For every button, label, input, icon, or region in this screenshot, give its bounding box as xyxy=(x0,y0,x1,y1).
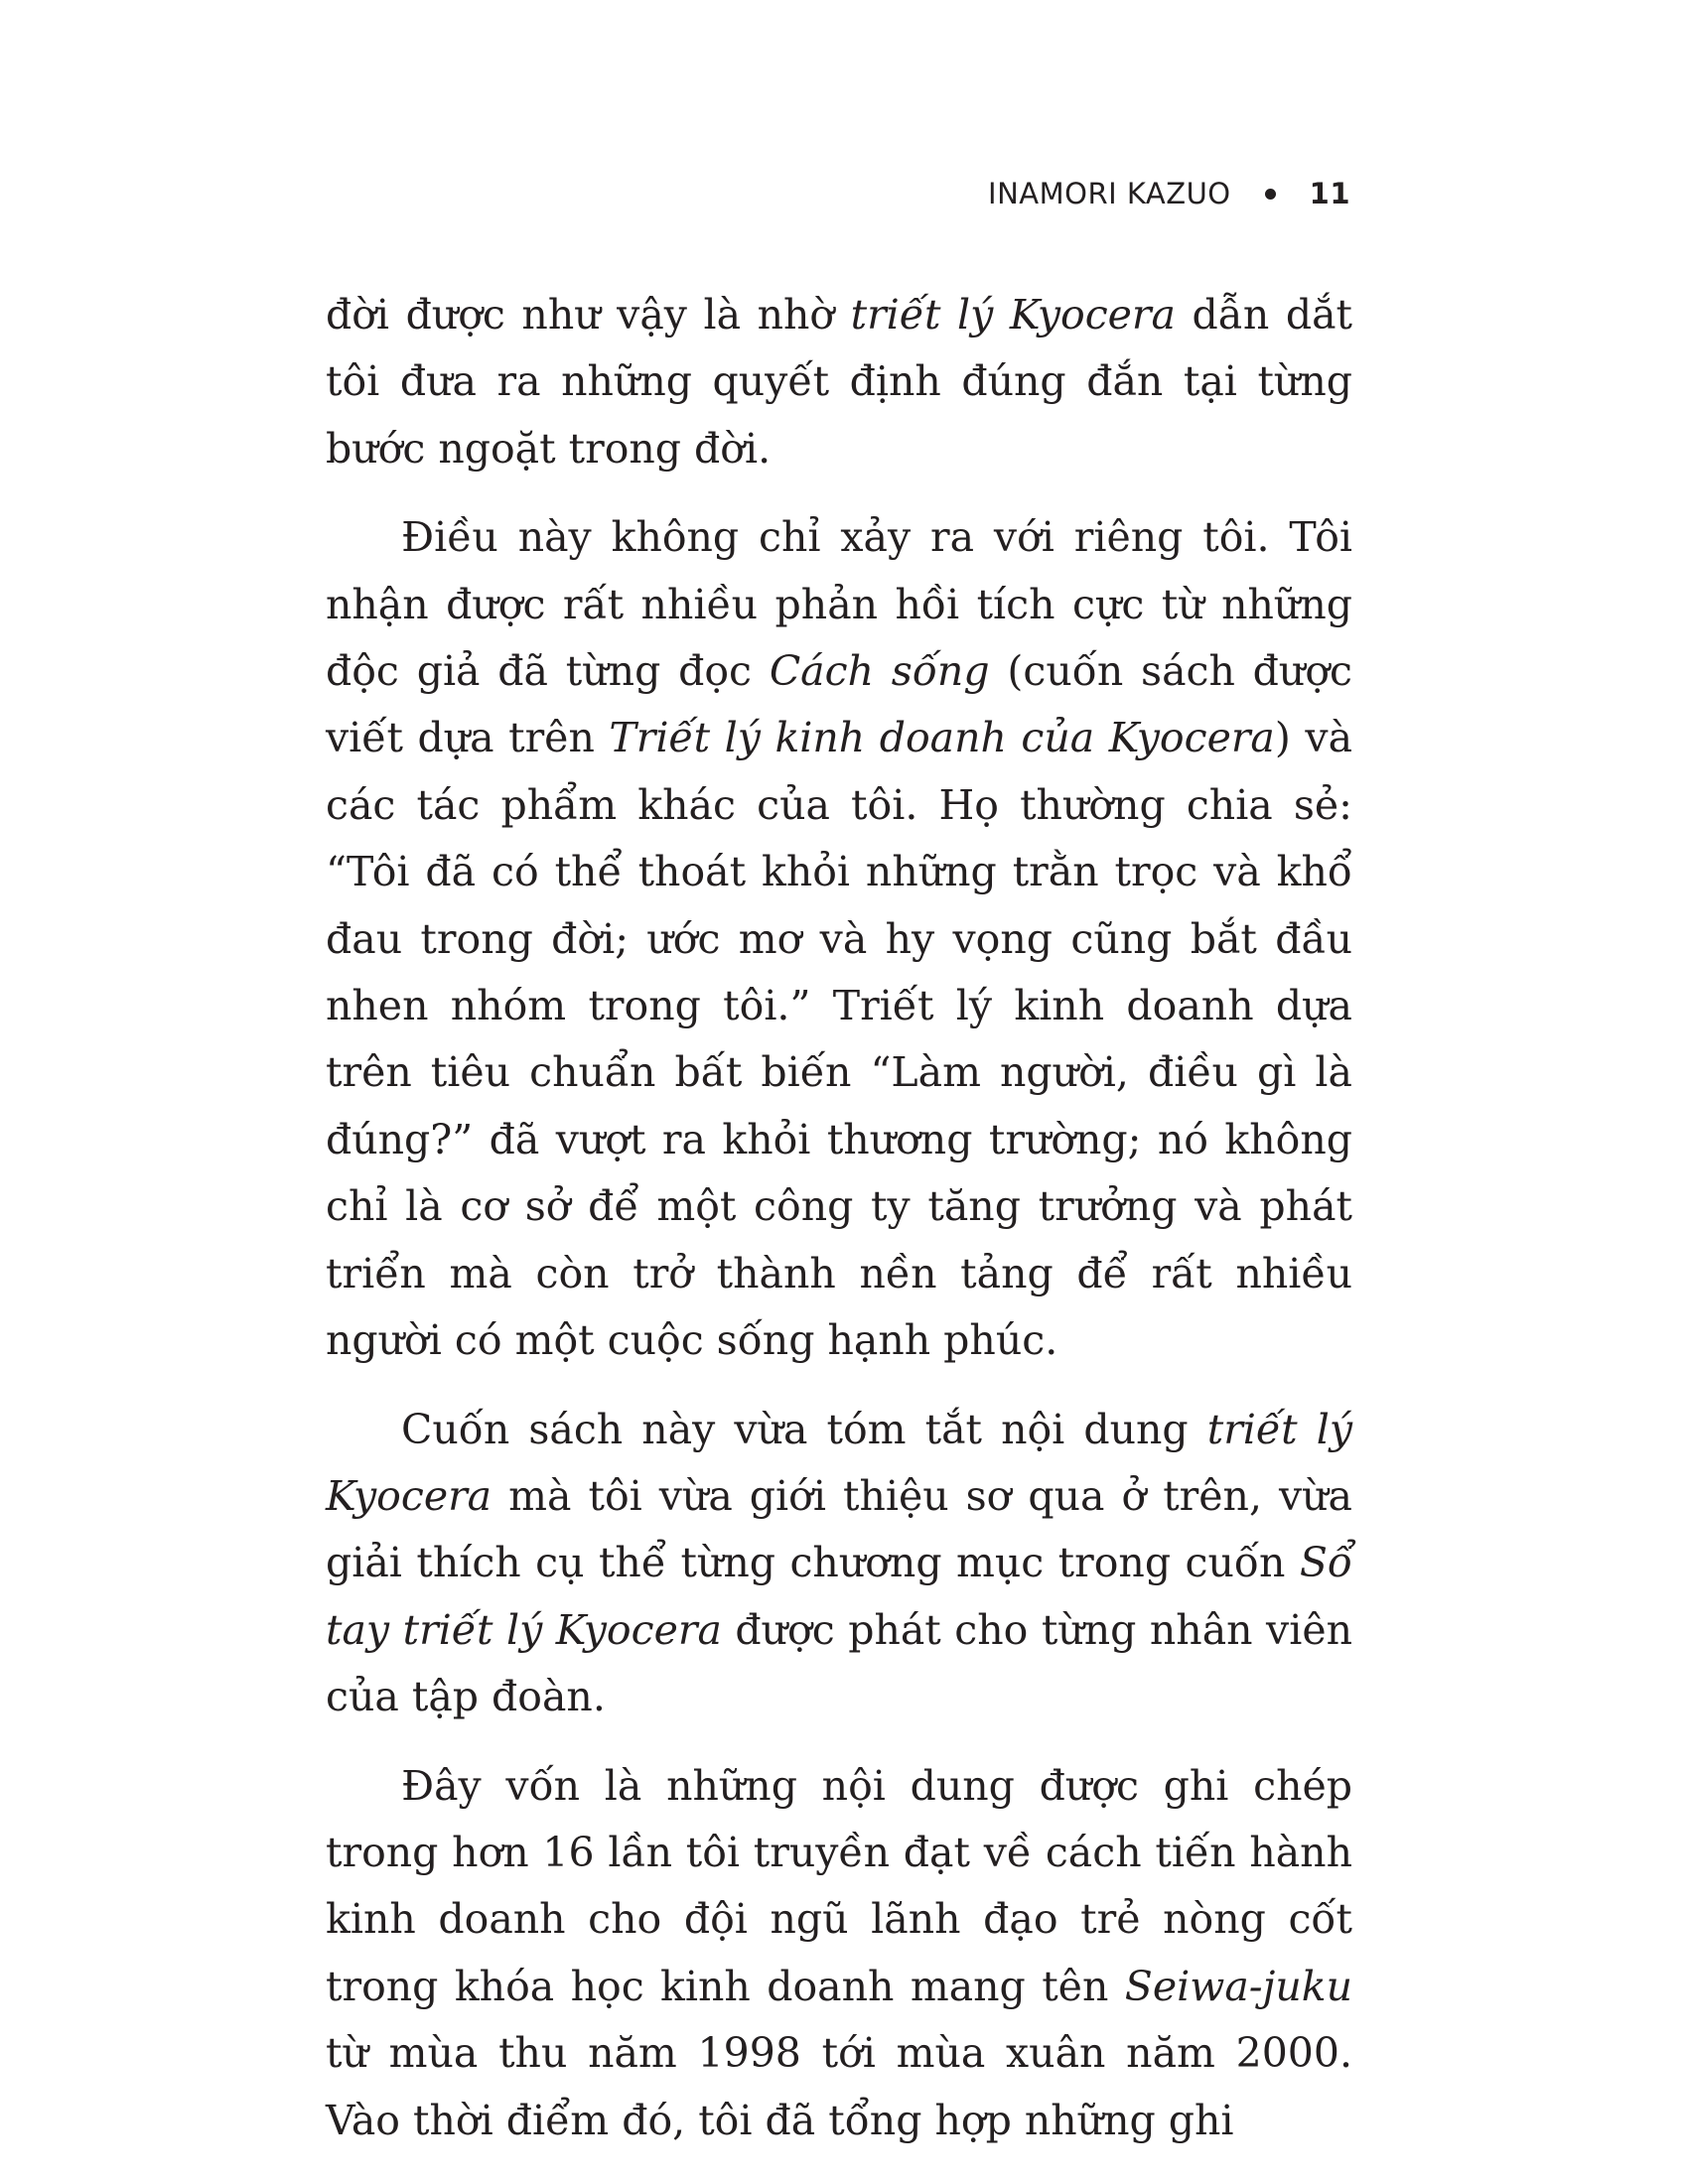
text-segment: Cuốn sách này vừa tóm tắt nội dung xyxy=(401,1405,1207,1453)
italic-title: Triết lý kinh doanh của Kyocera xyxy=(609,714,1275,762)
text-segment: Điều này không chỉ xảy ra với riêng tôi. Tôi nhận được rất nhiều phản hồi tích cực từ những độc giả đã từng đọc xyxy=(326,513,1352,696)
running-header-author: INAMORI KAZUO xyxy=(988,177,1231,210)
italic-title: Sổ tay triết lý Kyocera xyxy=(326,1539,1352,1654)
text-segment: mà tôi vừa giới thiệu sơ qua ở trên, vừa giải thích cụ thể từng chương mục trong cuốn xyxy=(326,1471,1352,1587)
text-segment: (cuốn sách được viết dựa trên xyxy=(326,647,1352,762)
text-segment: được phát cho từng nhân viên của tập đoàn. xyxy=(326,1605,1352,1721)
body-text xyxy=(326,282,1352,2176)
italic-title: triết lý Kyocera xyxy=(326,1405,1352,1520)
italic-title: Seiwa-juku xyxy=(1124,1962,1352,2010)
paragraph-1 xyxy=(326,282,1352,482)
text-segment: dẫn dắt tôi đưa ra những quyết định đúng đắn tại từng bước ngoặt trong đời. xyxy=(326,291,1353,473)
running-header xyxy=(988,177,1350,210)
text-segment: Đây vốn là những nội dung được ghi chép trong hơn 16 lần tôi truyền đạt về cách tiến hành kinh doanh cho đội ngũ lãnh đạo trẻ nòng cốt trong khóa học kinh doanh mang tên xyxy=(326,1761,1352,2010)
italic-title: Cách sống xyxy=(769,647,990,696)
italic-title: triết lý Kyocera xyxy=(850,291,1176,339)
page-number: 11 xyxy=(1309,177,1350,210)
text-segment: đời được như vậy là nhờ xyxy=(326,291,851,339)
text-segment: ) và các tác phẩm khác của tôi. Họ thường chia sẻ: “Tôi đã có thể thoát khỏi những trằn trọc và khổ đau trong đời; ước mơ và hy vọng cũng bắt đầu nhen nhóm trong tôi.” Triết lý kinh doanh dựa trên tiêu chuẩn bất biến “Làm người, điều gì là đúng?” đã vượt ra khỏi thương trường; nó không chỉ là cơ sở để một công ty tăng trưởng và phát triển mà còn trở thành nền tảng để rất nhiều người có một cuộc sống hạnh phúc. xyxy=(326,714,1353,1365)
paragraph-4 xyxy=(326,1753,1352,2154)
text-segment: từ mùa thu năm 1998 tới mùa xuân năm 2000. Vào thời điểm đó, tôi đã tổng hợp những ghi xyxy=(326,2029,1352,2144)
paragraph-2 xyxy=(326,504,1352,1374)
header-bullet-icon xyxy=(1265,189,1276,200)
paragraph-3 xyxy=(326,1397,1352,1731)
